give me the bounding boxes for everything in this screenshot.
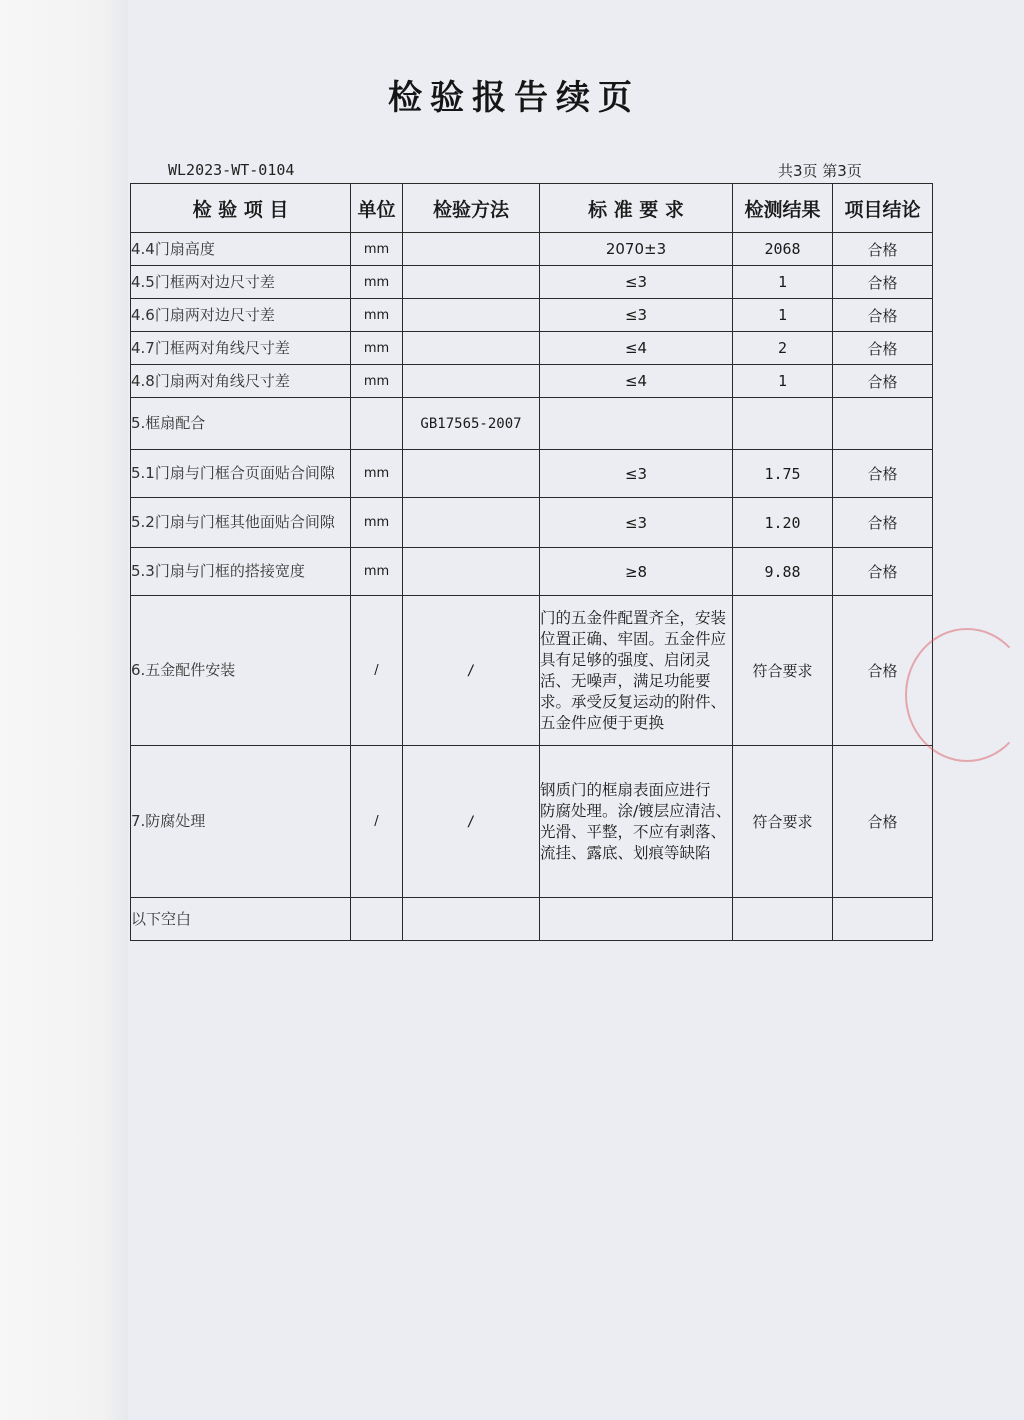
conclusion-cell: 合格 [833, 498, 933, 548]
conclusion-cell: 合格 [833, 266, 933, 299]
unit-cell: mm [351, 233, 403, 266]
header-conclusion: 项目结论 [833, 184, 933, 233]
result-cell: 1.75 [733, 450, 833, 498]
item-cell: 6.五金配件安装 [131, 596, 351, 746]
conclusion-cell [833, 398, 933, 450]
requirement-cell: ≤3 [540, 498, 733, 548]
unit-cell: mm [351, 548, 403, 596]
scan-margin [0, 0, 128, 1420]
table-row [131, 450, 933, 498]
unit-cell [351, 898, 403, 941]
method-cell: / [403, 746, 540, 898]
table-row [131, 548, 933, 596]
item-cell: 4.4门扇高度 [131, 233, 351, 266]
seal-stamp [905, 628, 1024, 762]
requirement-cell [540, 898, 733, 941]
unit-cell: mm [351, 365, 403, 398]
result-cell: 符合要求 [733, 596, 833, 746]
result-cell: 1 [733, 266, 833, 299]
table-row [131, 746, 933, 898]
header-unit: 单位 [351, 184, 403, 233]
unit-cell: mm [351, 299, 403, 332]
requirement-cell: 2070±3 [540, 233, 733, 266]
unit-cell: / [351, 746, 403, 898]
item-cell: 4.6门扇两对边尺寸差 [131, 299, 351, 332]
table-row [131, 898, 933, 941]
result-cell: 2 [733, 332, 833, 365]
result-cell: 1 [733, 365, 833, 398]
table-row [131, 596, 933, 746]
method-cell [403, 299, 540, 332]
conclusion-cell [833, 898, 933, 941]
result-cell: 9.88 [733, 548, 833, 596]
method-cell [403, 233, 540, 266]
item-cell: 4.5门框两对边尺寸差 [131, 266, 351, 299]
method-cell [403, 450, 540, 498]
unit-cell: mm [351, 266, 403, 299]
conclusion-cell: 合格 [833, 450, 933, 498]
conclusion-cell: 合格 [833, 548, 933, 596]
conclusion-cell: 合格 [833, 233, 933, 266]
result-cell: 2068 [733, 233, 833, 266]
method-cell [403, 365, 540, 398]
page-title: 检验报告续页 [388, 78, 640, 118]
result-cell: 1.20 [733, 498, 833, 548]
table-row [131, 498, 933, 548]
requirement-cell: ≤3 [540, 450, 733, 498]
requirement-cell: 钢质门的框扇表面应进行 防腐处理。涂/镀层应清洁、光滑、平整，不应有剥落、流挂、露底、划痕等缺陷 [540, 746, 733, 898]
conclusion-cell: 合格 [833, 365, 933, 398]
method-cell [403, 266, 540, 299]
item-cell: 5.1门扇与门框合页面贴合间隙 [131, 450, 351, 498]
conclusion-cell: 合格 [833, 332, 933, 365]
item-cell: 7.防腐处理 [131, 746, 351, 898]
table-row [131, 233, 933, 266]
requirement-cell: ≥8 [540, 548, 733, 596]
table-row [131, 332, 933, 365]
result-cell [733, 398, 833, 450]
item-cell: 以下空白 [131, 898, 351, 941]
header-requirement: 标 准 要 求 [540, 184, 733, 233]
table-row [131, 299, 933, 332]
unit-cell: mm [351, 498, 403, 548]
table-header-row [131, 184, 933, 233]
item-cell: 4.8门扇两对角线尺寸差 [131, 365, 351, 398]
conclusion-cell: 合格 [833, 746, 933, 898]
method-cell: / [403, 596, 540, 746]
requirement-cell: ≤3 [540, 299, 733, 332]
page-info: 共3页 第3页 [778, 162, 862, 180]
method-cell [403, 548, 540, 596]
requirement-cell: 门的五金件配置齐全，安装位置正确、牢固。五金件应具有足够的强度、启闭灵活、无噪声，满足功能要求。承受反复运动的附件、五金件应便于更换 [540, 596, 733, 746]
item-cell: 5.3门扇与门框的搭接宽度 [131, 548, 351, 596]
table-row [131, 365, 933, 398]
result-cell [733, 898, 833, 941]
requirement-cell: ≤4 [540, 332, 733, 365]
table-row [131, 398, 933, 450]
requirement-cell: ≤4 [540, 365, 733, 398]
result-cell: 符合要求 [733, 746, 833, 898]
header-method: 检验方法 [403, 184, 540, 233]
inspection-table [130, 183, 933, 941]
requirement-cell [540, 398, 733, 450]
method-cell [403, 332, 540, 365]
unit-cell [351, 398, 403, 450]
method-cell [403, 898, 540, 941]
conclusion-cell: 合格 [833, 596, 933, 746]
item-cell: 5.2门扇与门框其他面贴合间隙 [131, 498, 351, 548]
method-cell: GB17565-2007 [403, 398, 540, 450]
item-cell: 4.7门框两对角线尺寸差 [131, 332, 351, 365]
result-cell: 1 [733, 299, 833, 332]
table-row [131, 266, 933, 299]
header-item: 检 验 项 目 [131, 184, 351, 233]
conclusion-cell: 合格 [833, 299, 933, 332]
requirement-cell: ≤3 [540, 266, 733, 299]
report-number: WL2023-WT-0104 [168, 161, 295, 179]
unit-cell: mm [351, 450, 403, 498]
unit-cell: / [351, 596, 403, 746]
unit-cell: mm [351, 332, 403, 365]
item-cell: 5.框扇配合 [131, 398, 351, 450]
method-cell [403, 498, 540, 548]
header-result: 检测结果 [733, 184, 833, 233]
